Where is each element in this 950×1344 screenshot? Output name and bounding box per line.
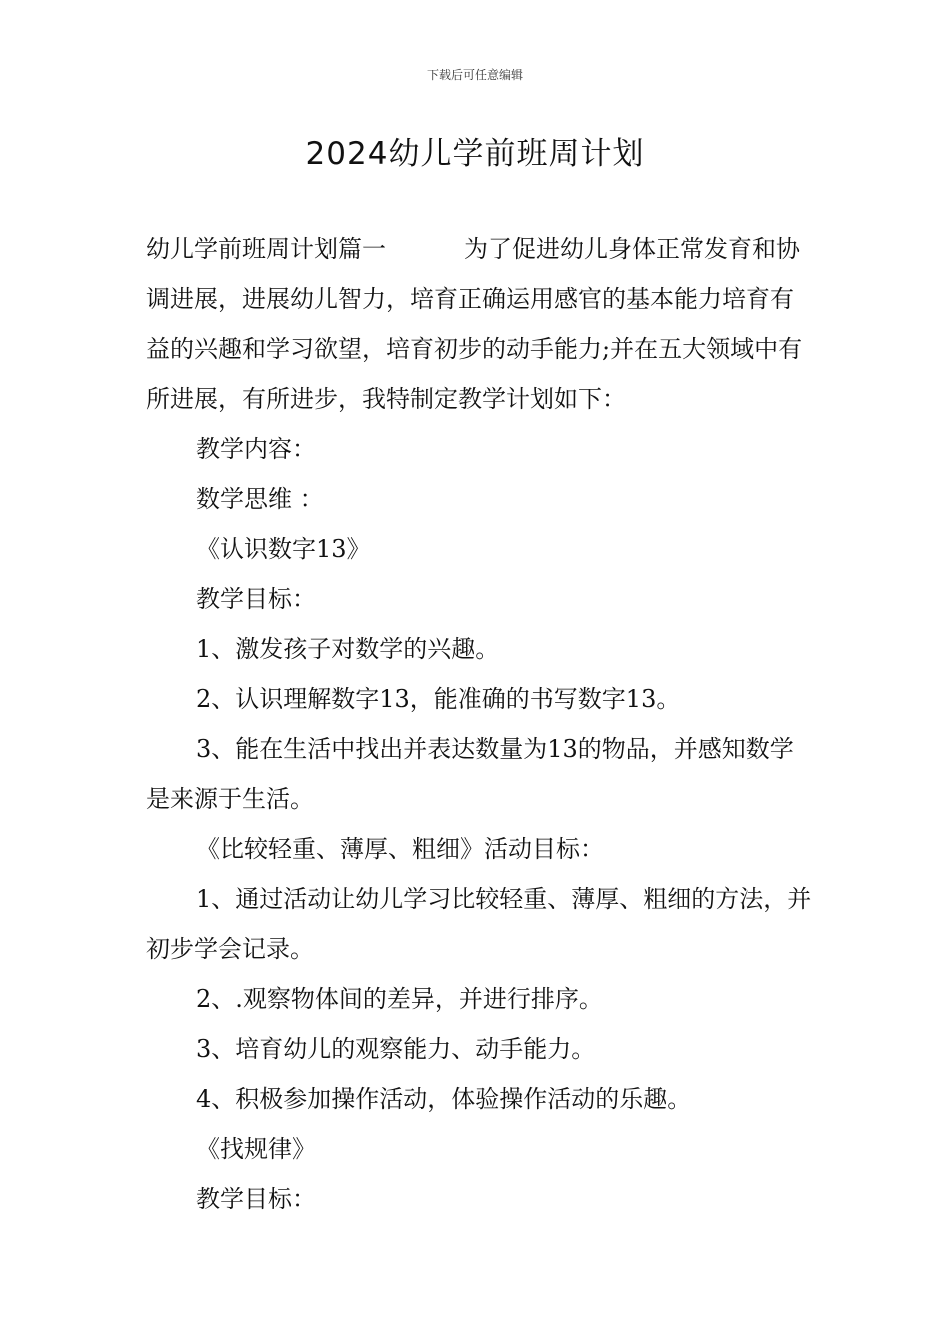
paragraph-goal-2: 2、认识理解数字13，能准确的书写数字13。 [196, 685, 681, 713]
document-title: 2024幼儿学前班周计划 [305, 136, 645, 172]
paragraph-compare-goal-4: 4、积极参加操作活动，体验操作活动的乐趣。 [196, 1085, 692, 1113]
header-note: 下载后可任意编辑 [426, 68, 523, 82]
paragraph-compare-goal-1: 1、通过活动让幼儿学习比较轻重、薄厚、粗细的方法，并初步学会记录。 [146, 885, 812, 963]
intro-text: 为了促进幼儿身体正常发育和协调进展，进展幼儿智力，培育正确运用感官的基本能力培育有益的兴趣和学习欲望，培育初步的动手能力;并在五大领域中有所进展，有所进步，我特制定教学计划如下： [146, 235, 803, 413]
paragraph-math-thinking: 数学思维 ： [196, 485, 324, 513]
paragraph-compare-goal-3: 3、培育幼儿的观察能力、动手能力。 [196, 1035, 596, 1063]
document-body [146, 224, 816, 1224]
paragraph-compare-lesson: 《比较轻重、薄厚、粗细》活动目标： [196, 835, 604, 863]
intro-lead: 幼儿学前班周计划篇一 [146, 235, 386, 263]
paragraph-compare-goal-2: 2、.观察物体间的差异，并进行排序。 [196, 985, 603, 1013]
paragraph-lesson-title-13: 《认识数字13》 [196, 535, 371, 563]
paragraph-goal-1: 1、激发孩子对数学的兴趣。 [196, 635, 500, 663]
paragraph-pattern-goal: 教学目标： [196, 1185, 316, 1213]
paragraph-teaching-goal: 教学目标： [196, 585, 316, 613]
paragraph-pattern-lesson: 《找规律》 [196, 1135, 316, 1163]
paragraph-teaching-content: 教学内容： [196, 435, 316, 463]
intro-paragraph [146, 224, 816, 424]
paragraph-goal-3: 3、能在生活中找出并表达数量为13的物品，并感知数学是来源于生活。 [146, 735, 794, 813]
